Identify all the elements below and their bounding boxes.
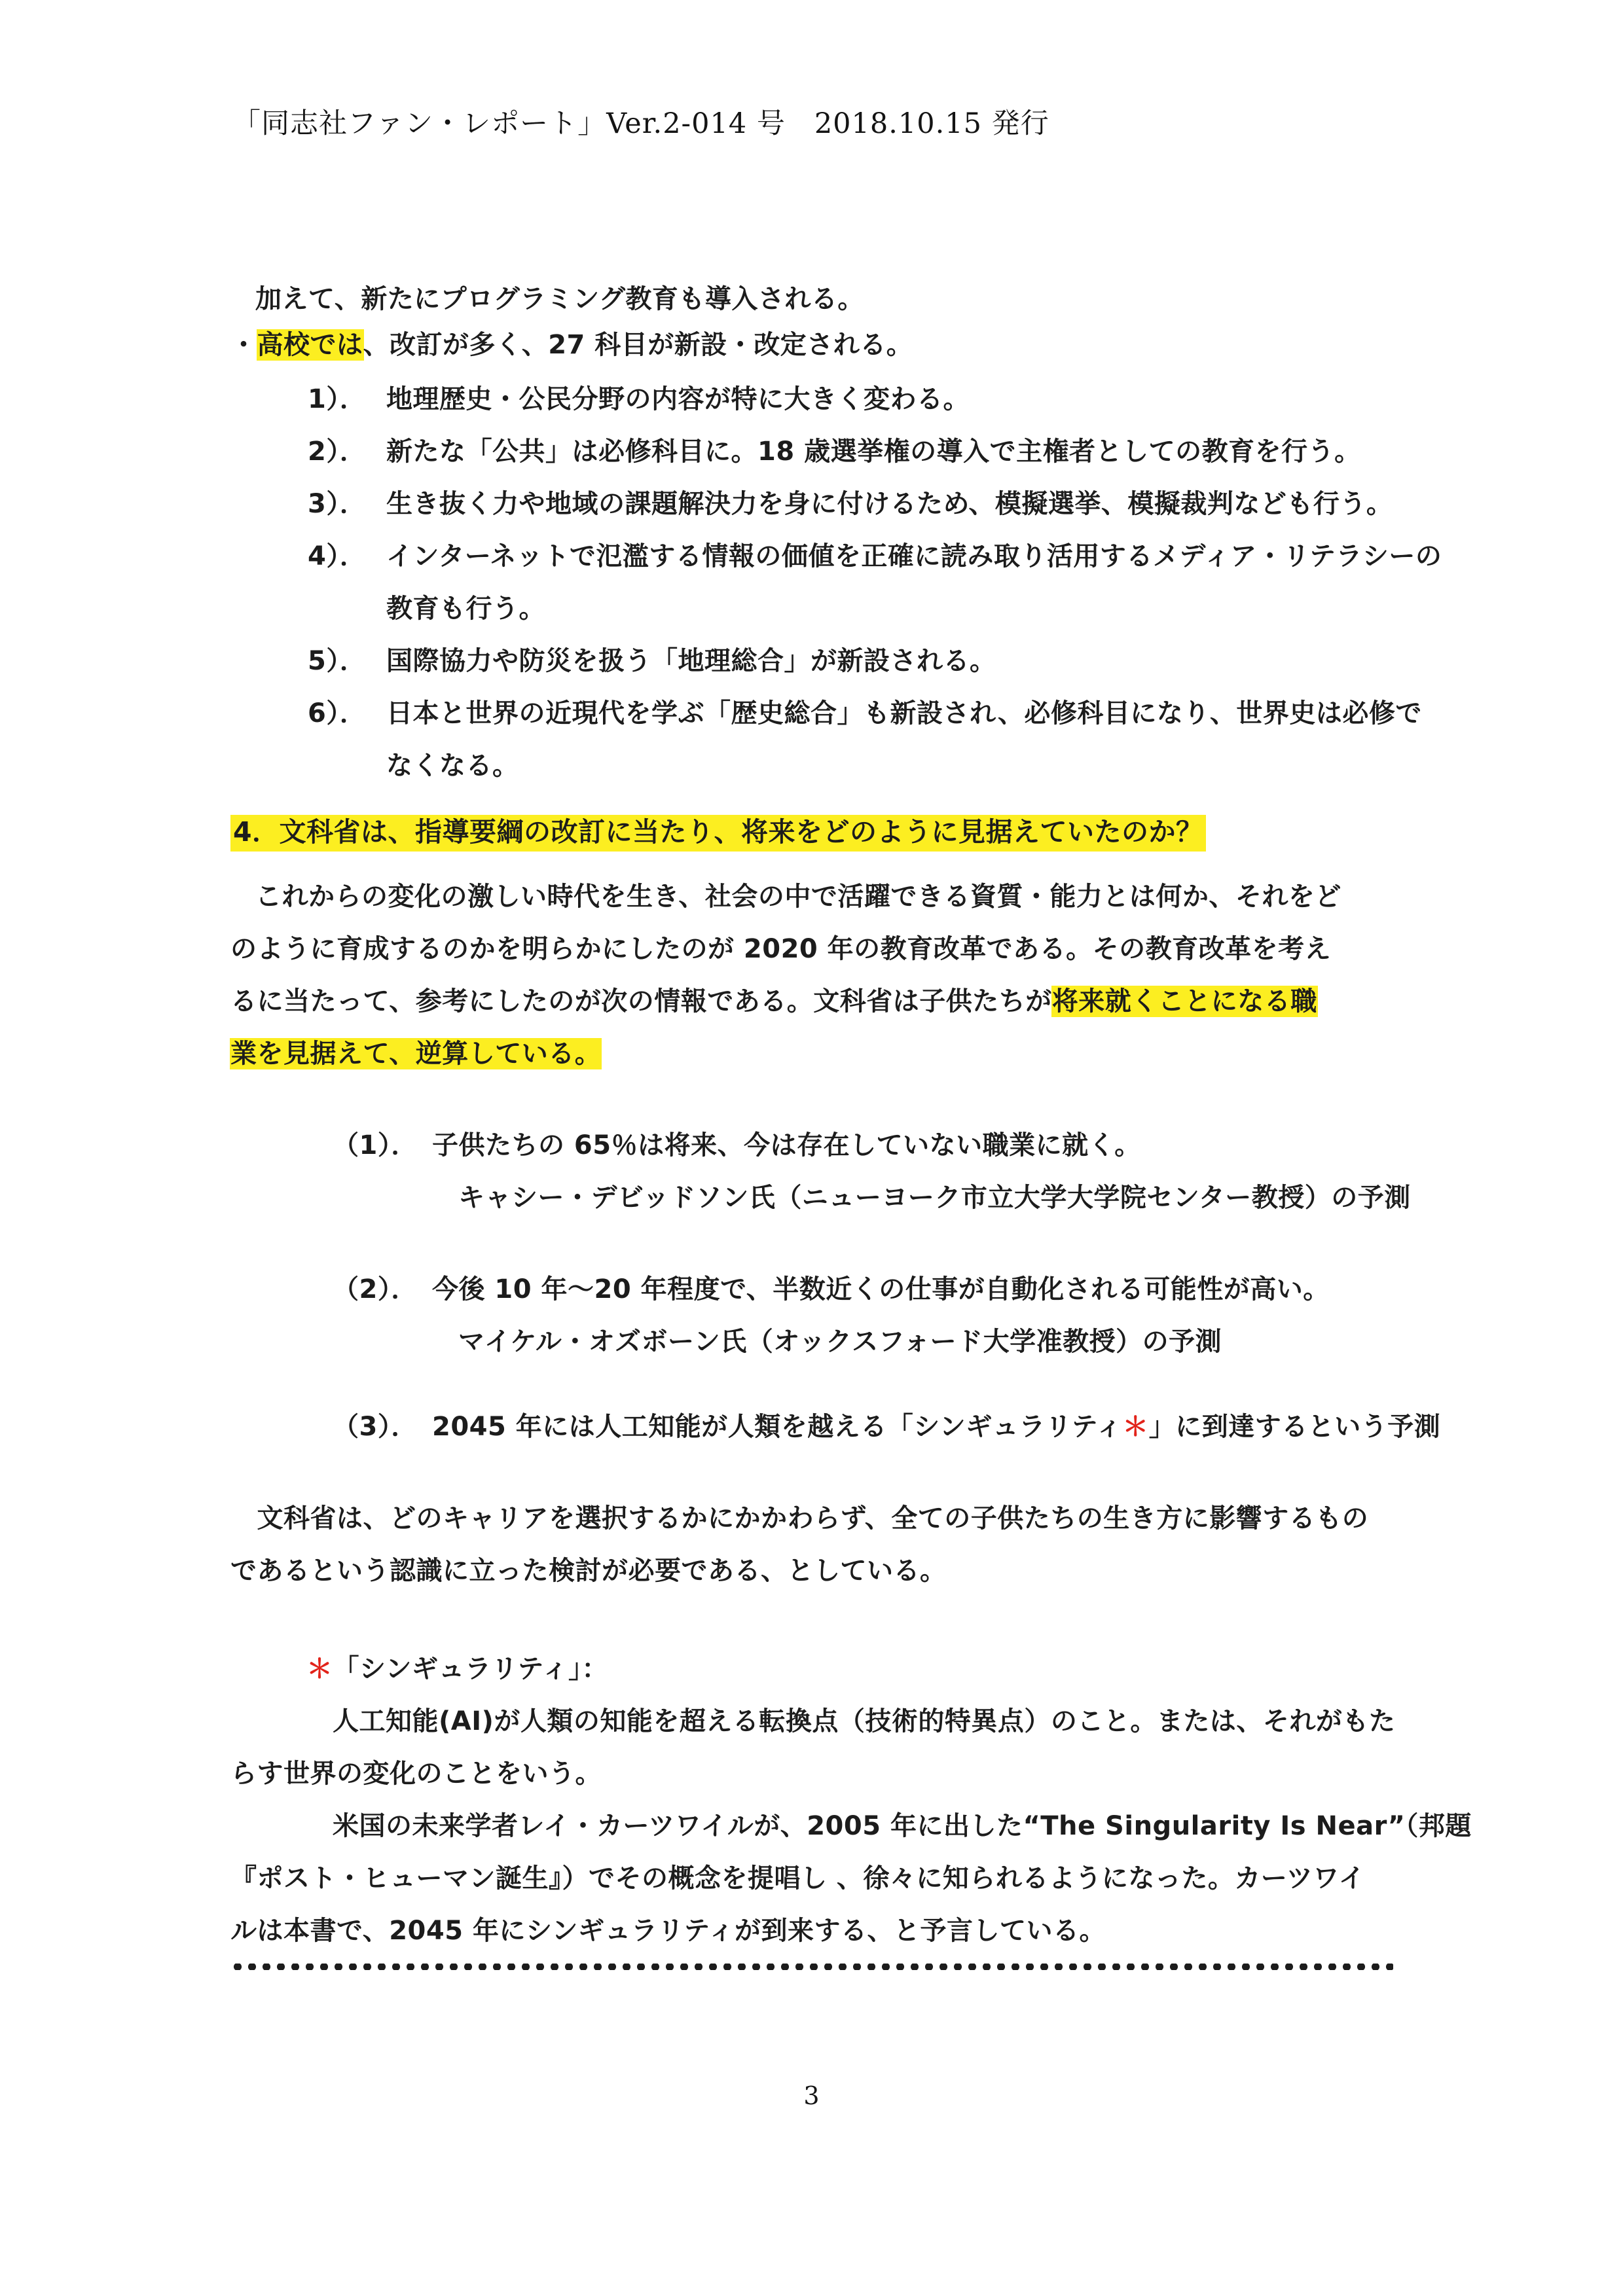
list-item-marker-3: 3）．: [308, 489, 367, 519]
dotted-separator: [230, 1964, 1393, 1970]
closing-paragraph-line-2: であるという認識に立った検討が必要である、としている。: [230, 1556, 947, 1586]
footnote-line-3: 米国の未来学者レイ・カーツワイルが、2005 年に出した“The Singularity Is Near”（邦題: [333, 1811, 1472, 1841]
prediction-claim-3-before: 2045 年には人工知能が人類を越える「シンギュラリティ: [432, 1412, 1123, 1442]
prediction-source-1: キャシー・デビッドソン氏（ニューヨーク市立大学大学院センター教授）の予測: [458, 1183, 1411, 1213]
list-item-marker-5: 5）．: [308, 646, 367, 676]
list-item-marker-1: 1）．: [308, 384, 367, 414]
paragraph-plain-text: るに当たって、参考にしたのが次の情報である。文科省は子供たちが: [230, 986, 1052, 1016]
list-item-text-6a: 日本と世界の近現代を学ぶ「歴史総合」も新設され、必修科目になり、世界史は必修で: [386, 698, 1422, 728]
list-item-text-4b: 教育も行う。: [386, 594, 545, 624]
section-4-paragraph-line-2: のように育成するのかを明らかにしたのが 2020 年の教育改革である。その教育改革を考え: [230, 934, 1332, 964]
prediction-claim-1: 子供たちの 65％は将来、今は存在していない職業に就く。: [432, 1130, 1141, 1160]
footnote-line-1: 人工知能(AI)が人類の知能を超える転換点（技術的特異点）のこと。または、それがもた: [333, 1706, 1396, 1736]
section-4-heading: [230, 810, 1206, 849]
footnote-asterisk-icon: ＊: [306, 1654, 333, 1684]
list-item-marker-4: 4）．: [308, 541, 367, 571]
section-4-heading-text: 4．文科省は、指導要綱の改訂に当たり、将来をどのように見据えていたのか？: [230, 815, 1206, 852]
section-4-paragraph-line-1: これからの変化の激しい時代を生き、社会の中で活躍できる資質・能力とは何か、それをど: [255, 882, 1341, 912]
prediction-marker-2: （2）．: [333, 1274, 418, 1304]
bullet-high-school: [230, 324, 913, 361]
intro-line-programming: 加えて、新たにプログラミング教育も導入される。: [255, 284, 864, 314]
paragraph-highlight-a: 将来就くことになる職: [1051, 986, 1317, 1016]
list-item-text-6b: なくなる。: [386, 751, 519, 781]
section-4-paragraph-line-3: [230, 980, 1317, 1018]
bullet-mark: ・: [230, 330, 257, 360]
section-4-paragraph-line-4: [230, 1033, 601, 1070]
footnote-line-5: ルは本書で、2045 年にシンギュラリティが到来する、と予言している。: [230, 1916, 1106, 1946]
prediction-claim-3-after: 」に到達するという予測: [1148, 1412, 1441, 1442]
list-item-text-4a: インターネットで氾濫する情報の価値を正確に読み取り活用するメディア・リテラシーの: [386, 541, 1442, 571]
paragraph-highlight-b: 業を見据えて、逆算している。: [230, 1039, 602, 1069]
prediction-marker-1: （1）．: [333, 1130, 418, 1160]
prediction-claim-2: 今後 10 年～20 年程度で、半数近くの仕事が自動化される可能性が高い。: [432, 1274, 1330, 1304]
document-header: 「同志社ファン・レポート」Ver.2-014 号 2018.10.15 発行: [232, 107, 1049, 140]
list-item-text-2: 新たな「公共」は必修科目に。18 歳選挙権の導入で主権者としての教育を行う。: [386, 437, 1361, 467]
list-item-text-1: 地理歴史・公民分野の内容が特に大きく変わる。: [386, 384, 970, 414]
footnote-line-2: らす世界の変化のことをいう。: [230, 1759, 602, 1789]
list-item-text-3: 生き抜く力や地域の課題解決力を身に付けるため、模擬選挙、模擬裁判なども行う。: [386, 489, 1393, 519]
footnote-line-4: 『ポスト・ヒューマン誕生』）でその概念を提唱し 、徐々に知られるようになった。カーツワイ: [230, 1863, 1366, 1893]
list-item-marker-6: 6）．: [308, 698, 367, 728]
bullet-highlight-text: 高校では: [257, 330, 363, 360]
footnote-term-text: 「シンギュラリティ」：: [333, 1654, 608, 1684]
list-item-marker-2: 2）．: [308, 437, 367, 467]
prediction-marker-3: （3）．: [333, 1412, 418, 1442]
prediction-claim-3: [432, 1406, 1440, 1443]
prediction-source-2: マイケル・オズボーン氏（オックスフォード大学准教授）の予測: [458, 1327, 1222, 1357]
page-number: 3: [803, 2081, 820, 2110]
list-item-text-5: 国際協力や防災を扱う「地理総合」が新設される。: [386, 646, 996, 676]
bullet-rest-text: 、改訂が多く、27 科目が新設・改定される。: [363, 330, 913, 360]
footnote-term: [306, 1648, 608, 1685]
closing-paragraph-line-1: 文科省は、どのキャリアを選択するかにかかわらず、全ての子供たちの生き方に影響するもの: [230, 1503, 1369, 1534]
asterisk-icon: ＊: [1122, 1412, 1149, 1442]
